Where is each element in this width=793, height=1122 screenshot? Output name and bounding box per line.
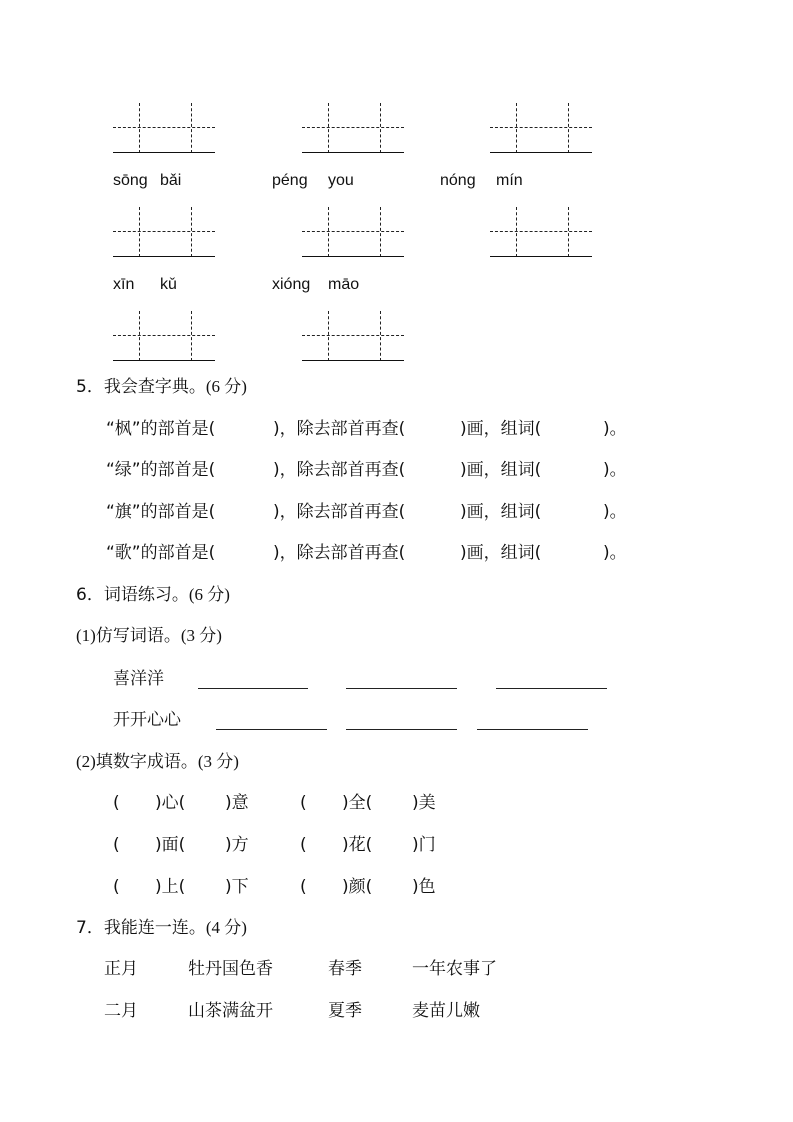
writing-box[interactable] [490, 207, 592, 257]
answer-blank[interactable] [346, 688, 457, 689]
pinyin: you [328, 172, 354, 189]
pinyin: nóng [440, 172, 476, 189]
pinyin: māo [328, 276, 360, 293]
q6-sub2: (2)填数字成语。(3 分) [76, 752, 239, 771]
answer-blank[interactable] [216, 729, 327, 730]
question-7-title: 7．我能连一连。(4 分) [76, 918, 247, 938]
pinyin: péng [272, 172, 308, 189]
answer-blank[interactable] [496, 688, 607, 689]
q6-sub1: (1)仿写词语。(3 分) [76, 626, 222, 645]
question-5-title: 5．我会查字典。(6 分) [76, 377, 247, 397]
pinyin: kǔ [160, 276, 177, 293]
pinyin: bǎi [160, 172, 182, 189]
pinyin: xīn [113, 276, 135, 293]
answer-blank[interactable] [198, 688, 308, 689]
writing-box[interactable] [302, 103, 404, 153]
answer-blank[interactable] [477, 729, 588, 730]
example-word: 开开心心 [113, 710, 181, 730]
writing-box[interactable] [490, 103, 592, 153]
example-word: 喜洋洋 [113, 669, 164, 689]
pinyin: sōng [113, 172, 148, 189]
writing-box[interactable] [113, 103, 215, 153]
writing-box[interactable] [113, 311, 215, 361]
writing-box[interactable] [302, 207, 404, 257]
pinyin: mín [496, 172, 523, 189]
writing-box[interactable] [302, 311, 404, 361]
question-6-title: 6．词语练习。(6 分) [76, 585, 230, 605]
pinyin: xióng [272, 276, 311, 293]
answer-blank[interactable] [346, 729, 457, 730]
writing-box[interactable] [113, 207, 215, 257]
